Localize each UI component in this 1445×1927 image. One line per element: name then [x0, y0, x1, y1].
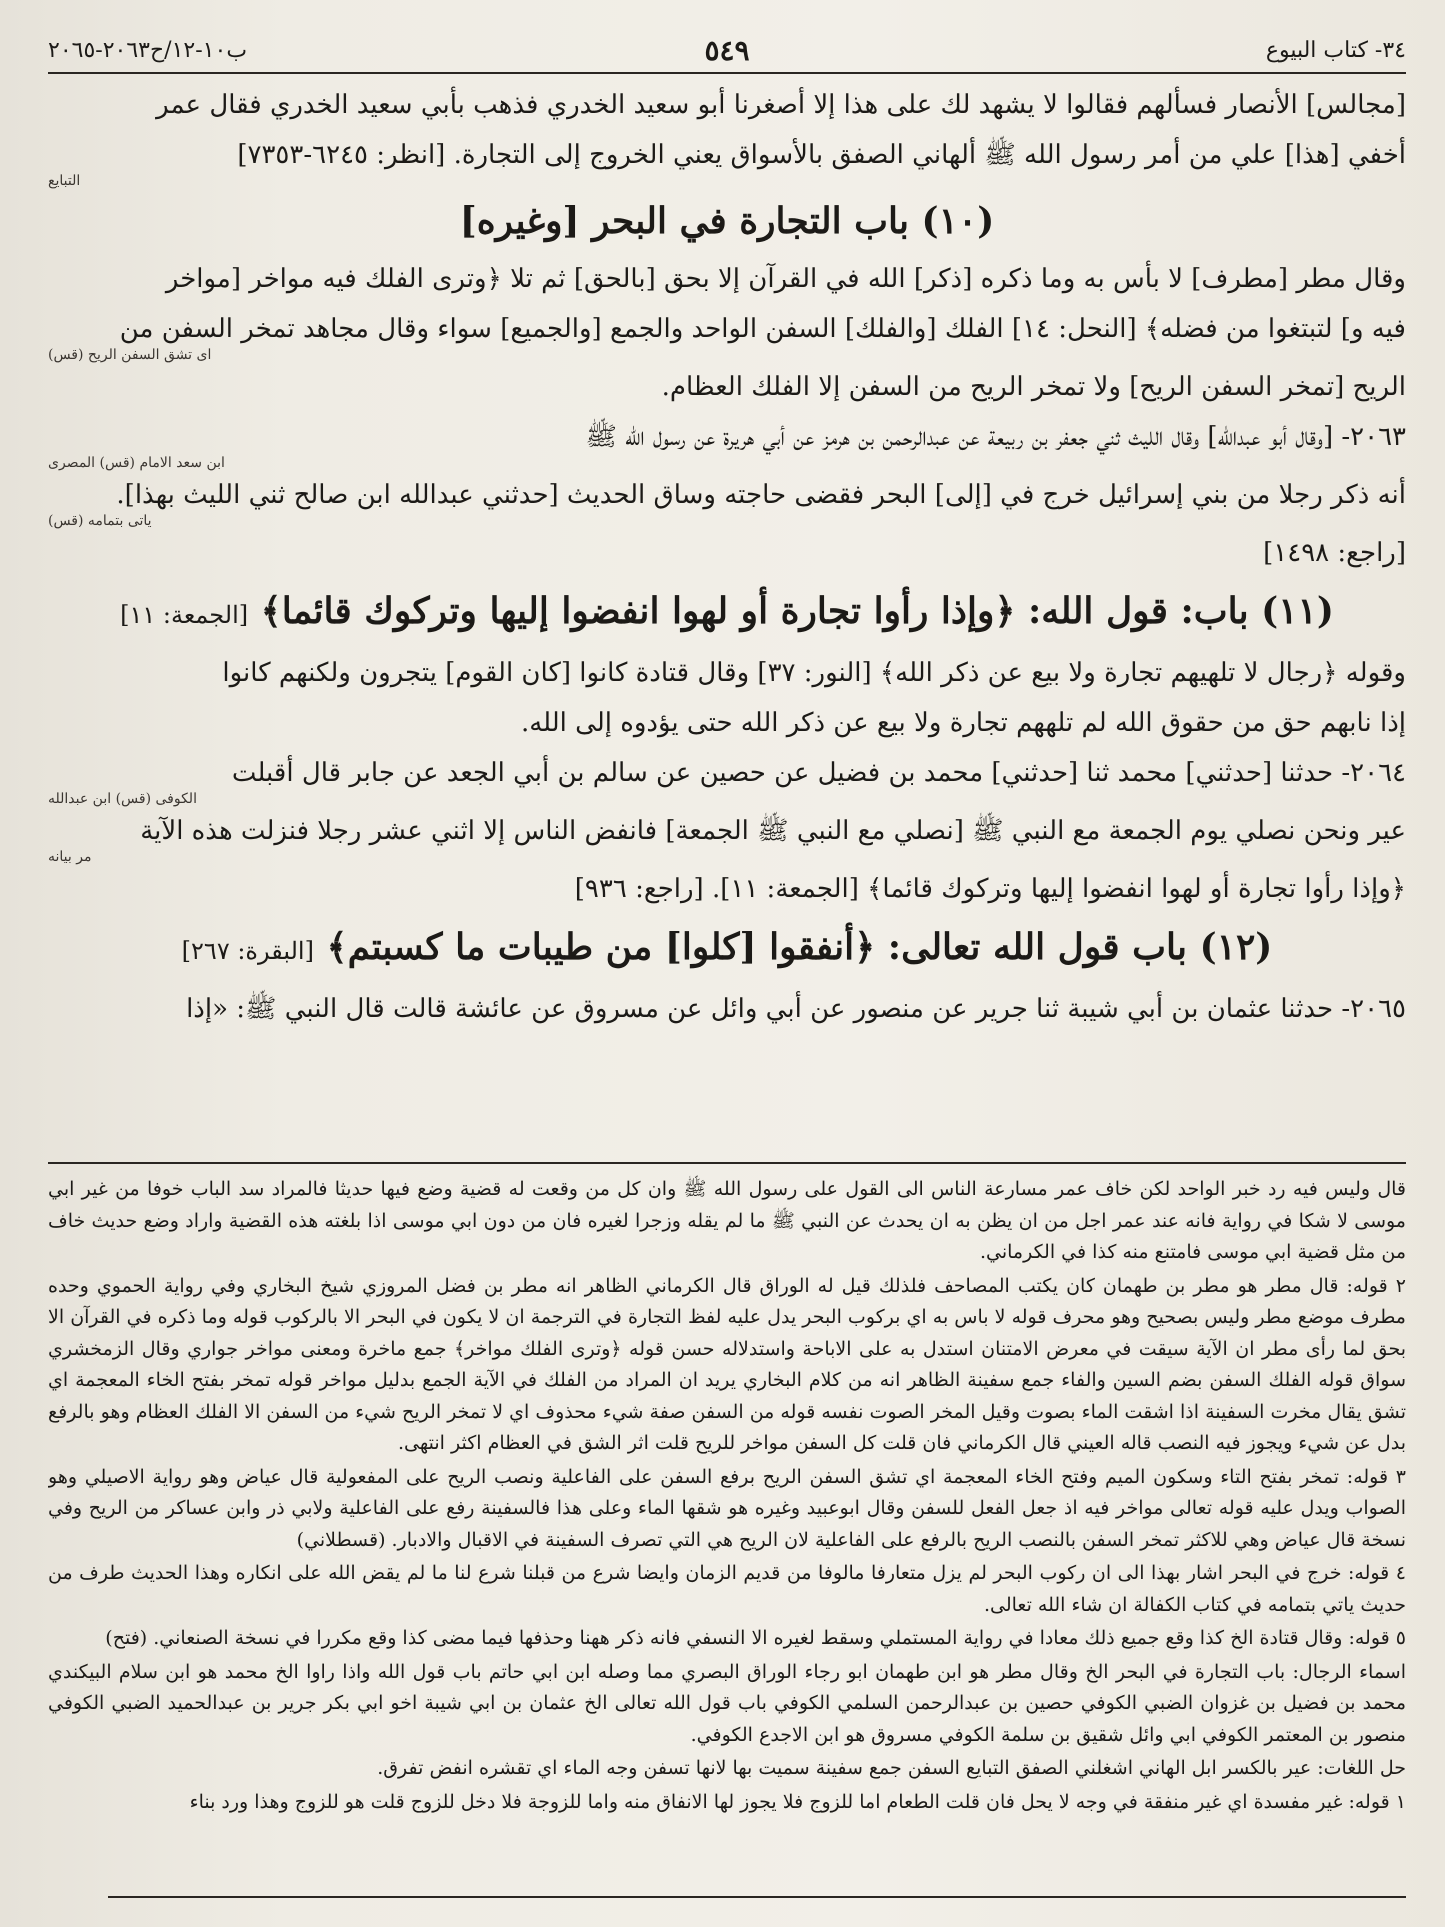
heading-text: (١٢) باب قول الله تعالى: ﴿أنفقوا [كلوا] من طيبات ما كسبتم﴾	[326, 926, 1273, 968]
text-line: وقال مطر [مطرف] لا بأس به وما ذكره [ذكر] الله في القرآن إلا بحق [بالحق] ثم تلا ﴿وترى الفلك فيه مواخر [مواخر	[165, 264, 1406, 294]
text-line: أنه ذكر رجلا من بني إسرائيل خرج في [إلى] البحر فقضى حاجته وساق الحديث [حدثني عبدالله ابن صالح ثني الليث بهذا].	[116, 480, 1406, 510]
footnote: ٥ قوله: وقال قتادة الخ كذا وقع جميع ذلك معادا في رواية المستملي وسقط لغيره الا النسفي فانه ذكر ههنا وحذفها فيما مضى كذا وقع مكررا في نسخة الصنعاني. (فتح)	[105, 1627, 1406, 1649]
footnote-divider	[48, 1162, 1406, 1164]
chapter-title: ٣٤- كتاب البيوع	[1265, 37, 1406, 63]
interlinear-gloss: اى تشق السفن الريح (قس)	[48, 347, 212, 363]
chapter-heading-12	[48, 920, 1406, 978]
interlinear-gloss: مر بيانه	[48, 849, 92, 865]
text-line: فيه و] لتبتغوا من فضله﴾ [النحل: ١٤] الفلك [والفلك] السفن الواحد والجمع [والجميع] سواء وقال مجاهد تمخر السفن من	[119, 314, 1406, 344]
quran-reference: [الجمعة: ١١]	[120, 601, 249, 629]
book-page	[28, 18, 1416, 1908]
narrator-names: اسماء الرجال: باب التجارة في البحر الخ وقال مطر هو ابن طهمان ابو رجاء الوراق البصري مما وصله ابن ابي حاتم باب قول الله واذا راوا الخ محمد هو ابن سلام البيكندي محمد بن فضيل بن غزوان الضبي الكوفي حصين بن عبدالرحمن السلمي الكوفي باب قول الله تعالى الخ عثمان بن ابي شيبة اخو ابي بكر جرير بن عبدالحميد الضبي الكوفي منصور بن المعتمر الكوفي ابي وائل شقيق بن سلمة الكوفي مسروق هو ابن الاجدع الكوفي.	[48, 1660, 1406, 1746]
page-header	[48, 28, 1406, 74]
chapter-heading-10: (١٠) باب التجارة في البحر [وغيره]	[459, 200, 995, 242]
text-line: أخفي [هذا] علي من أمر رسول الله ﷺ ألهاني الصفق بالأسواق يعني الخروج إلى التجارة. [انظر: ٦٢٤٥-٧٣٥٣]	[237, 140, 1406, 170]
text-line: عير ونحن نصلي يوم الجمعة مع النبي ﷺ [نصلي مع النبي ﷺ الجمعة] فانفض الناس إلا اثني عشر رجلا فنزلت هذه الآية	[140, 816, 1406, 846]
footnote: ٤ قوله: خرج في البحر اشار بهذا الى ان ركوب البحر لم يزل متعارفا مالوفا من قديم الزمان وايضا شرع من قبلنا شرع لنا ما لم يقض الله على انكاره وهذا الحديث طرف من حديث ياتي بتمامه في كتاب الكفالة ان شاء الله تعالى.	[48, 1562, 1406, 1616]
text-line: إذا نابهم حق من حقوق الله لم تلههم تجارة ولا بيع عن ذكر الله حتى يؤدوه إلى الله.	[520, 708, 1406, 738]
main-text	[48, 80, 1406, 1155]
bottom-divider	[108, 1896, 1406, 1898]
footnote: ٣ قوله: تمخر بفتح التاء وسكون الميم وفتح الخاء المعجمة اي تشق السفن الريح برفع السفن على الفاعلية ونصب الريح على المفعولية قال عياض وهو رواية الاصيلي وهو الصواب ويدل عليه قوله تعالى مواخر فيه اذ جعل الفعل للسفن وقال ابوعبيد وغيره هو شقها الماء وعلى هذا فالسفينة رفع على الفاعلية ولابي ذر وابن عساكر من الريح وفي نسخة قال عياض وهي للاكثر تمخر السفن بالنصب الريح بالرفع على الفاعلية لان الريح هي التي تصرف السفينة في الاقبال والادبار. (قسطلاني)	[48, 1465, 1406, 1551]
quran-reference: [البقرة: ٢٦٧]	[181, 937, 314, 965]
text-line: الريح [تمخر السفن الريح] ولا تمخر الريح من السفن إلا الفلك العظام.	[661, 372, 1406, 402]
footnote: قال وليس فيه رد خبر الواحد لكن خاف عمر مسارعة الناس الى القول على رسول الله ﷺ وان كل من وقعت له قضية وضع فيها حديثا فالمراد سد الباب خوفا من غير ابي موسى لا شكا في رواية فانه عند عمر اجل من ان يظن به ان يحدث عن النبي ﷺ ما لم يقله وزجرا لغيره فان من دون ابي موسى اذا بلغته هذه القضية واراد وضع حديث خاف من مثل قضية ابي موسى فامتنع منه كذا في الكرماني.	[48, 1178, 1406, 1263]
interlinear-gloss: الكوفى (قس) ابن عبدالله	[48, 791, 197, 807]
page-number: ٥٤٩	[704, 33, 750, 67]
footnote: ٢ قوله: قال مطر هو مطر بن طهمان كان يكتب المصاحف فلذلك قيل له الوراق قال الكرماني الظاهر انه مطر بن فضل المروزي شيخ البخاري وفي رواية الحموي وحده مطرف موضع مطر وليس بصحيح وهو محرف قوله لا باس به اي بركوب البحر يدل عليه لفظ التجارة في الترجمة ان لا يكون في البحر الا بالركوب قوله وما ذكره في القرآن الا بحق لما رأى مطر ان الآية سيقت في معرض الامتنان استدل به على الاباحة واستدلاله حسن قوله ﴿وترى الفلك مواخر﴾ جمع ماخرة ومعنى مواخر جواري وقال الزمخشري سواق قوله الفلك السفن بضم السين والفاء جمع سفينة الظاهر انه من كلام البخاري يريد ان المراد من الفلك في الآية الجمع بدليل مواخر قوله تمخر بفتح الخاء المعجمة اي تشق يقال مخرت السفينة اذا اشقت الماء بصوت وقيل المخر الصوت نفسه قوله من السفن صفة شيء محذوف اي لا تمخر الريح شيء من السفن الا الفلك العظام وهو بالرفع بدل عن شيء ويجوز فيه النصب قاله العيني قال الكرماني فان قلت كل السفن مواخر للريح قلت اثر الشق في العظام اكثر انتهى.	[48, 1274, 1406, 1454]
text-line: وقوله ﴿رجال لا تلهيهم تجارة ولا بيع عن ذكر الله﴾ [النور: ٣٧] وقال قتادة كانوا [كان القوم] يتجرون ولكنهم كانوا	[222, 658, 1406, 688]
interlinear-gloss: ياتى بتمامه (قس)	[48, 513, 152, 529]
interlinear-gloss: ابن سعد الامام (قس) المصرى	[48, 455, 225, 471]
hadith-range: ب١٠-١٢/ح٢٠٦٣-٢٠٦٥	[48, 37, 248, 63]
text-line: ﴿وإذا رأوا تجارة أو لهوا انفضوا إليها وتركوك قائما﴾ [الجمعة: ١١]. [راجع: ٩٣٦]	[574, 874, 1406, 904]
chapter-heading-11	[48, 584, 1406, 642]
hadith-2064: ٢٠٦٤- حدثنا [حدثني] محمد ثنا [حدثني] محمد بن فضيل عن حصين عن سالم بن أبي الجعد عن جابر قال أقبلت	[231, 758, 1406, 788]
interlinear-gloss: التبايع	[48, 173, 81, 189]
footnotes	[48, 1174, 1406, 1894]
glossary: حل اللغات: عير بالكسر ابل الهاني اشغلني الصفق التبايع السفن جمع سفينة سميت بها لانها تسفن وجه الماء اي تقشره انفض تفرق.	[377, 1757, 1406, 1779]
text-line: [مجالس] الأنصار فسألهم فقالوا لا يشهد لك على هذا إلا أصغرنا أبو سعيد الخدري فذهب بأبي سعيد الخدري فقال عمر	[156, 90, 1406, 120]
cross-reference: [راجع: ١٤٩٨]	[1263, 538, 1406, 568]
heading-text: (١١) باب: قول الله: ﴿وإذا رأوا تجارة أو لهوا انفضوا إليها وتركوك قائما﴾	[260, 590, 1334, 632]
footnote: ١ قوله: غير مفسدة اي غير منفقة في وجه لا يحل فان قلت الطعام اما للزوج فلا يجوز لها الانفاق منه واما للزوجة فلا دخل للزوج قلت هو للزوج وهذا ورد بناء	[189, 1790, 1406, 1813]
hadith-2063: ٢٠٦٣- [وقال أبو عبدالله] وقال الليث ثني جعفر بن ربيعة عن عبدالرحمن بن هرمز عن أبي هريرة عن رسول الله ﷺ	[585, 422, 1406, 452]
hadith-2065: ٢٠٦٥- حدثنا عثمان بن أبي شيبة ثنا جرير عن منصور عن أبي وائل عن مسروق عن عائشة قالت قال النبي ﷺ: «إذا	[186, 994, 1406, 1024]
